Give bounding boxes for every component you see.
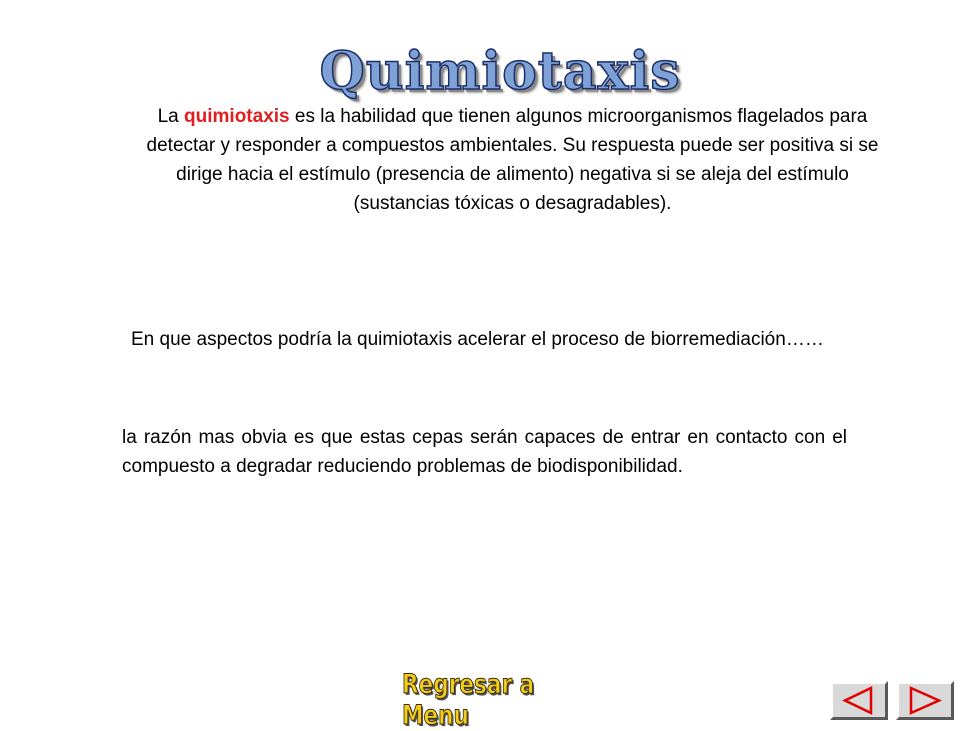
next-slide-button[interactable]: [896, 681, 954, 720]
intro-after: es la habilidad que tienen algunos microorganismos flagelados para detectar y responder a compuestos ambientales. Su respuesta puede ser positiva si se dirige hacia el estímulo (presencia de alimento) negativa si se aleja del estímulo (sustancias tóxicas o desagradables).: [146, 106, 879, 214]
triangle-left-icon: [833, 684, 885, 717]
question-text: En que aspectos podría la quimiotaxis acelerar el proceso de biorremediación……: [131, 329, 824, 350]
triangle-right-icon: [899, 684, 951, 717]
previous-slide-button[interactable]: [830, 681, 888, 720]
intro-paragraph: [140, 102, 885, 218]
answer-text: la razón mas obvia es que estas cepas serán capaces de entrar en contacto con el compuesto a degradar reduciendo problemas de biodisponibilidad.: [122, 427, 847, 477]
intro-before: La: [157, 106, 185, 127]
back-to-menu-button[interactable]: Regresar a Menu: [402, 669, 535, 731]
page-title: Quimiotaxis: [319, 40, 681, 102]
intro-highlight-term: quimiotaxis: [184, 106, 290, 127]
